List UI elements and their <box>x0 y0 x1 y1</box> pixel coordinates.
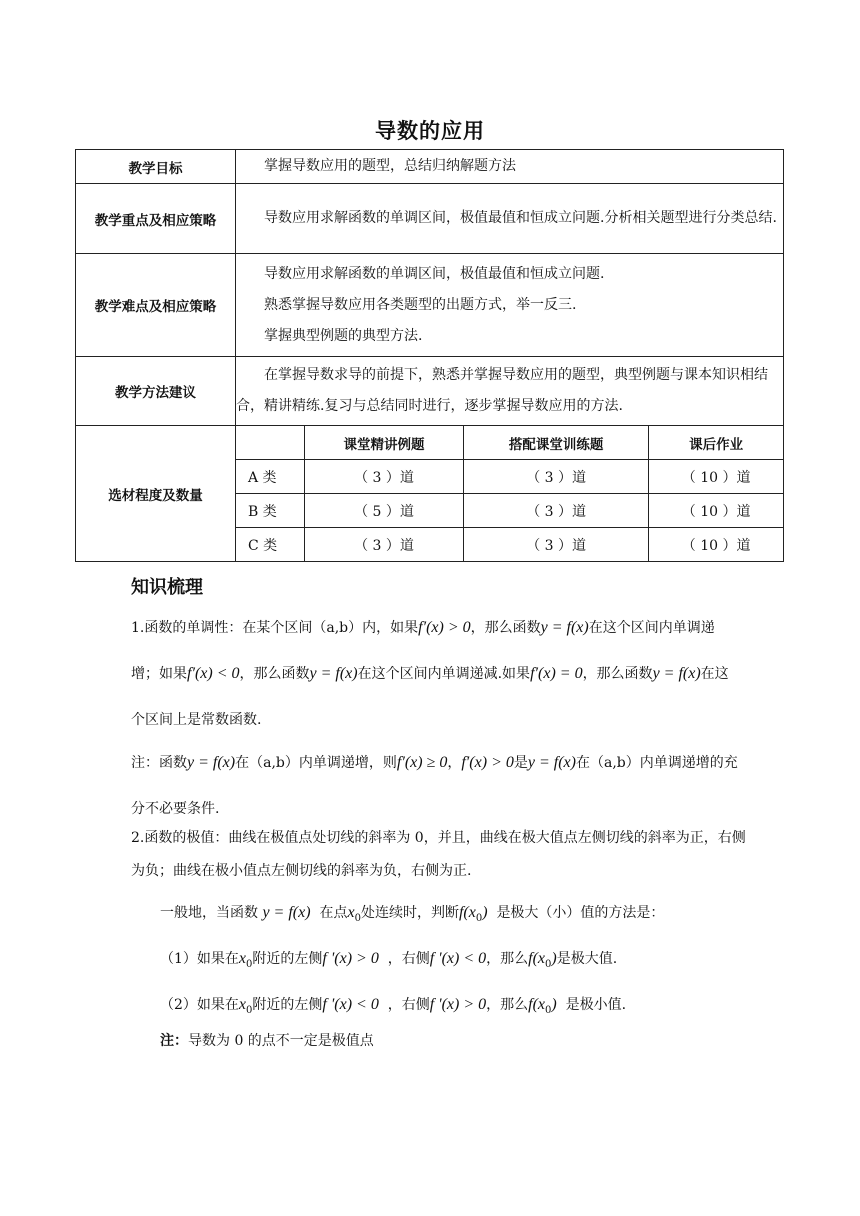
difficulty-line: 掌握典型例题的典型方法. <box>264 327 423 344</box>
math-expression: y = f(x) <box>652 665 701 682</box>
category-label: B 类 <box>236 494 305 528</box>
math-expression: x <box>238 996 247 1013</box>
material-header-exercises: 搭配课堂训练题 <box>464 426 649 460</box>
text-span: 是 <box>513 755 528 771</box>
math-expression: ) <box>551 996 557 1013</box>
text-span: ，那么 <box>486 951 529 967</box>
math-expression: f(x <box>528 950 546 967</box>
subscript: 0 <box>475 912 483 924</box>
count-cell: （ 10 ）道 <box>649 528 783 562</box>
general-method-line <box>160 902 664 924</box>
material-header-row <box>236 426 783 460</box>
text-span: 一般地，当函数 <box>160 905 258 921</box>
count-cell: （ 3 ）道 <box>464 494 649 528</box>
key-text: 导数应用求解函数的单调区间，极值最值和恒成立问题.分析相关题型进行分类总结. <box>264 210 777 226</box>
method-text: 在掌握导数求导的前提下，熟悉并掌握导数应用的题型，典型例题与课本知识相结合，精讲精练.复习与总结同时进行，逐步掌握导数应用的方法. <box>236 367 768 414</box>
count-cell: （ 3 ）道 <box>464 460 649 494</box>
subscript: 0 <box>354 912 361 924</box>
subscript: 0 <box>545 958 552 970</box>
material-row-b <box>236 494 783 528</box>
text-span: （2）如果在 <box>160 997 239 1013</box>
key-row <box>76 184 784 254</box>
material-row-c <box>236 528 783 562</box>
text-span: 是极大值. <box>556 951 618 967</box>
material-label: 选材程度及数量 <box>76 426 236 562</box>
material-header-homework: 课后作业 <box>649 426 783 460</box>
maximum-criterion-line <box>160 948 617 970</box>
monotonicity-paragraph <box>131 605 741 743</box>
material-header-blank <box>236 426 305 460</box>
math-expression: f '(x) < 0 <box>429 950 487 967</box>
difficulty-line: 熟悉掌握导数应用各类题型的出题方式，举一反三. <box>264 296 577 313</box>
count-cell: （ 10 ）道 <box>649 494 783 528</box>
text-span: ，那么函数 <box>582 666 653 682</box>
method-row <box>76 357 784 426</box>
text-span: 附近的左侧 <box>252 951 323 967</box>
material-row-a <box>236 460 783 494</box>
extremum-paragraph: 2.函数的极值：曲线在极值点处切线的斜率为 0，并且，曲线在极大值点左侧切线的斜率为正，右侧为负；曲线在极小值点左侧切线的斜率为负，右侧为正. <box>131 830 746 879</box>
text-span: 在（a,b）内单调递增的充分不必要条件. <box>131 755 738 817</box>
goal-content <box>236 150 784 184</box>
math-expression: y = f(x) <box>540 619 589 636</box>
text-span: 附近的左侧 <box>252 997 323 1013</box>
count-cell: （ 5 ）道 <box>305 494 464 528</box>
note-text: 导数为 0 的点不一定是极值点 <box>188 1033 374 1049</box>
goal-label: 教学目标 <box>76 150 236 184</box>
difficulty-content <box>236 254 784 357</box>
text-span: 在（a,b）内单调递增，则 <box>235 755 397 771</box>
category-label: A 类 <box>236 460 305 494</box>
note-label: 注： <box>160 1033 188 1049</box>
section-title: 知识梳理 <box>131 577 203 598</box>
text-span: ，右侧 <box>387 951 430 967</box>
math-expression: f '(x) > 0 <box>429 996 487 1013</box>
material-row <box>76 426 784 562</box>
text-span: ，那么 <box>486 997 529 1013</box>
math-expression: f′(x) = 0 <box>530 665 583 682</box>
text-span: （1）如果在 <box>160 951 239 967</box>
subscript: 0 <box>545 1004 552 1016</box>
key-label: 教学重点及相应策略 <box>76 184 236 254</box>
math-expression: f′(x) > 0 <box>461 754 514 771</box>
difficulty-line: 导数应用求解函数的单调区间，极值最值和恒成立问题. <box>264 265 605 282</box>
count-cell: （ 3 ）道 <box>305 528 464 562</box>
subscript: 0 <box>246 958 253 970</box>
text-span: ，右侧 <box>387 997 430 1013</box>
teaching-plan-table <box>75 149 784 562</box>
math-expression: x <box>238 950 247 967</box>
text-span: 是极小值. <box>565 997 627 1013</box>
method-label: 教学方法建议 <box>76 357 236 426</box>
text-span: 在这个区间内单调递增；如果 <box>131 620 715 682</box>
text-span: ，那么函数 <box>239 666 310 682</box>
minimum-criterion-line <box>160 994 626 1016</box>
category-label: C 类 <box>236 528 305 562</box>
final-note <box>160 1030 374 1050</box>
text-span: 在点 <box>319 905 348 921</box>
goal-row <box>76 150 784 184</box>
math-expression: ) <box>551 950 557 967</box>
text-span: ， <box>447 755 462 771</box>
math-expression: ) <box>482 904 488 921</box>
key-content <box>236 184 784 254</box>
goal-text: 掌握导数应用的题型，总结归纳解题方法 <box>264 158 516 174</box>
text-span: 处连续时，判断 <box>360 905 459 921</box>
math-expression: y = f(x) <box>187 754 236 771</box>
monotonicity-note <box>131 740 741 832</box>
math-expression: f(x <box>458 904 476 921</box>
math-expression: f′(x) < 0 <box>187 665 240 682</box>
count-cell: （ 10 ）道 <box>649 460 783 494</box>
material-table <box>236 426 783 561</box>
math-expression: f′(x) ≥ 0 <box>396 754 448 771</box>
count-cell: （ 3 ）道 <box>464 528 649 562</box>
math-expression: f '(x) < 0 <box>322 996 379 1013</box>
text-span: 是极大（小）值的方法是： <box>496 905 665 921</box>
difficulty-label: 教学难点及相应策略 <box>76 254 236 357</box>
text-span: 在这个区间内单调递减.如果 <box>357 666 531 682</box>
difficulty-row <box>76 254 784 357</box>
material-cell <box>236 426 784 562</box>
count-cell: （ 3 ）道 <box>305 460 464 494</box>
math-expression: y = f(x) <box>309 665 358 682</box>
text-span: 1.函数的单调性：在某个区间（a,b）内，如果 <box>131 620 419 636</box>
math-expression: f(x <box>528 996 546 1013</box>
text-span: 注：函数 <box>131 755 187 771</box>
material-header-examples: 课堂精讲例题 <box>305 426 464 460</box>
page-title: 导数的应用 <box>375 119 485 143</box>
text-span: ，那么函数 <box>470 620 541 636</box>
subscript: 0 <box>246 1004 253 1016</box>
math-expression: x <box>347 904 355 921</box>
math-expression: y = f(x) <box>262 904 311 921</box>
math-expression: f′(x) > 0 <box>418 619 471 636</box>
text-span: 在这个区间上是常数函数. <box>131 666 729 728</box>
math-expression: f '(x) > 0 <box>322 950 379 967</box>
method-content <box>236 357 784 426</box>
math-expression: y = f(x) <box>527 754 576 771</box>
